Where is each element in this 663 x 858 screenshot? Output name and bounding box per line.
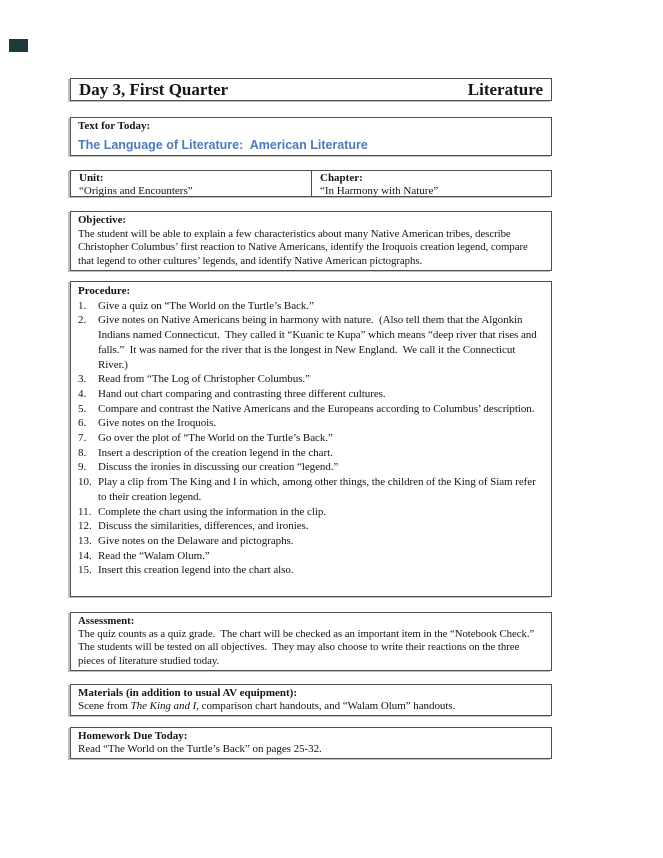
materials-prefix: Scene from [78,700,131,712]
procedure-item [78,475,544,504]
text-for-today-box [70,117,552,156]
lesson-title: Day 3, First Quarter [79,79,229,99]
item-number: 7. [78,432,87,445]
item-number: 5. [78,402,87,415]
item-text: Insert a description of the creation legend in the chart. [98,446,333,459]
procedure-item [78,416,544,431]
item-number: 2. [78,314,87,327]
materials-body [78,700,544,713]
objective-box [70,211,552,271]
unit-chapter-box [70,170,552,197]
assessment-body: The quiz counts as a quiz grade. The chart will be checked as an important item in the “Notebook Check.” The students will be tested on all objectives. They may also choose to write their reactions on the three pieces of literature studied today. [78,628,540,667]
procedure-item [78,446,544,461]
chapter-value: “In Harmony with Nature” [320,184,439,197]
item-number: 6. [78,417,87,430]
item-number: 14. [78,549,92,562]
unit-value: “Origins and Encounters” [79,184,193,197]
scan-artifact [9,39,28,52]
unit-cell [71,171,312,196]
homework-box [70,727,552,759]
book-title-italic: The King and I [130,700,197,712]
item-number: 11. [78,505,92,518]
item-text: Go over the plot of “The World on the Turtle’s Back.” [98,432,333,445]
text-for-today-label: Text for Today: [78,120,151,132]
item-number: 12. [78,520,92,533]
procedure-item [78,519,544,534]
item-number: 1. [78,299,87,312]
item-number: 3. [78,373,87,386]
procedure-item [78,549,544,564]
materials-label: Materials (in addition to usual AV equipment): [78,687,298,699]
materials-box [70,684,552,716]
item-text: Read from “The Log of Christopher Columbus.” [98,373,310,386]
unit-label: Unit: [79,172,104,184]
item-text: Complete the chart using the information in the clip. [98,505,326,518]
procedure-item [78,505,544,520]
procedure-item [78,372,544,387]
chapter-cell [312,171,551,196]
procedure-label: Procedure: [78,285,131,297]
lesson-header-box [70,78,552,101]
objective-label: Objective: [78,214,126,226]
procedure-item [78,313,544,372]
item-text: Discuss the ironies in discussing our creation “legend.” [98,461,339,474]
procedure-list [78,299,544,578]
item-number: 13. [78,534,92,547]
item-number: 15. [78,564,92,577]
subject-title: Literature [467,79,543,99]
procedure-item [78,534,544,549]
text-link[interactable]: The Language of Literature: American Literature [78,137,368,152]
item-number: 8. [78,446,87,459]
item-text: Hand out chart comparing and contrasting three different cultures. [98,387,386,400]
item-text: Read the “Walam Olum.” [98,549,210,562]
procedure-item [78,299,544,314]
item-text: Discuss the similarities, differences, and ironies. [98,520,309,533]
procedure-item [78,387,544,402]
item-number: 4. [78,387,87,400]
item-number: 9. [78,461,87,474]
homework-body: Read “The World on the Turtle’s Back” on pages 25-32. [78,743,322,755]
item-number: 10. [78,476,92,489]
homework-label: Homework Due Today: [78,730,188,742]
item-text: Give notes on Native Americans being in harmony with nature. (Also tell them that the Algonkin Indians named Connecticut. They called it “Kuanic te Kupa” which means “deep river that rises and falls.” It was named for the river that is the longest in New England. We call it the Connecticut River.) [98,314,540,371]
procedure-item [78,431,544,446]
item-text: Give notes on the Iroquois. [98,417,217,430]
materials-suffix: , comparison chart handouts, and “Walam Olum” handouts. [196,700,456,712]
item-text: Play a clip from The King and I in which, among other things, the children of the King of Siam refer to their creation legend. [98,476,539,503]
procedure-item [78,460,544,475]
item-text: Give notes on the Delaware and pictographs. [98,534,294,547]
procedure-item [78,402,544,417]
item-text: Give a quiz on “The World on the Turtle’s Back.” [98,299,314,312]
assessment-label: Assessment: [78,615,135,627]
item-text: Insert this creation legend into the chart also. [98,564,294,577]
procedure-box [70,281,552,597]
assessment-box [70,612,552,671]
objective-body: The student will be able to explain a few characteristics about many Native American tribes, describe Christopher Columbus’ first reaction to Native Americans, identify the Iroquois creation legend, compare that legend to other cultures’ legends, and identify Native American pictographs. [78,227,531,267]
procedure-item [78,563,544,578]
item-text: Compare and contrast the Native Americans and the Europeans according to Columbus’ description. [98,402,535,415]
chapter-label: Chapter: [320,172,363,184]
